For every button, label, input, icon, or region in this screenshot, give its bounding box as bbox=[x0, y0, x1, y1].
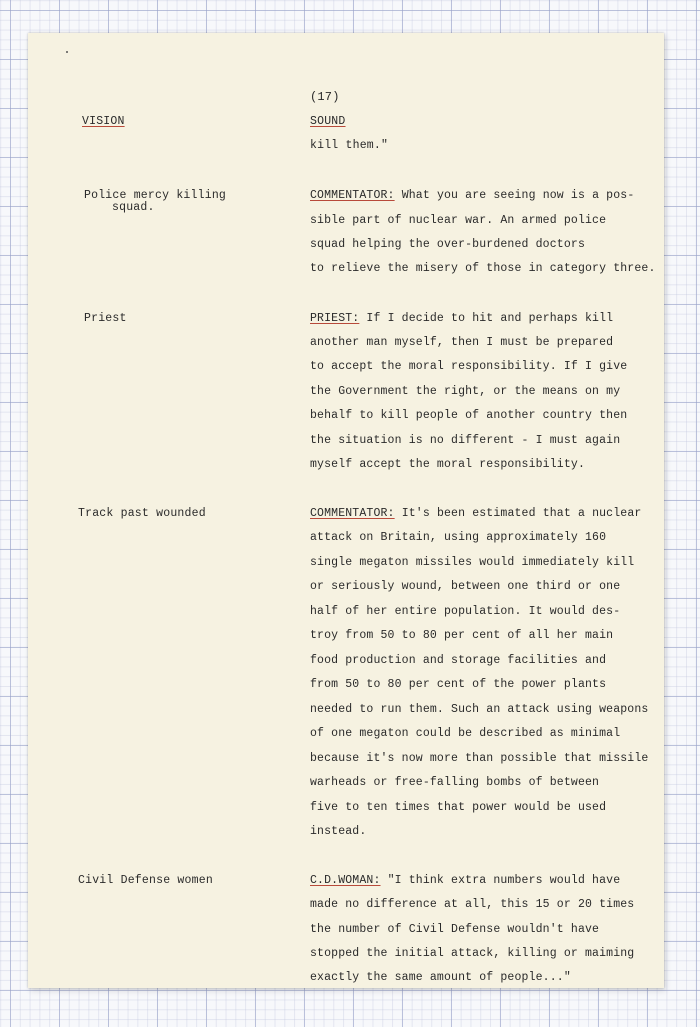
typescript-page bbox=[28, 33, 664, 988]
scene-sound-line: the number of Civil Defense wouldn't have bbox=[310, 923, 600, 936]
scene-sound-line: C.D.WOMAN: "I think extra numbers would have bbox=[310, 874, 621, 887]
scene-sound-line: the situation is no different - I must again bbox=[310, 434, 621, 447]
scene-sound-line: sible part of nuclear war. An armed police bbox=[310, 214, 607, 227]
scene-sound-line: needed to run them. Such an attack using weapons bbox=[310, 703, 649, 716]
scene-sound-line: from 50 to 80 per cent of the power plants bbox=[310, 678, 607, 691]
scene-vision-line: Track past wounded bbox=[78, 507, 206, 520]
scene-sound-line: COMMENTATOR: What you are seeing now is a pos- bbox=[310, 189, 635, 202]
vision-column-header: VISION bbox=[82, 115, 125, 128]
page-number: (17) bbox=[310, 90, 340, 104]
scene-sound-line: myself accept the moral responsibility. bbox=[310, 458, 585, 471]
scene-sound-line: food production and storage facilities and bbox=[310, 654, 607, 667]
scene-sound-line: made no difference at all, this 15 or 20 times bbox=[310, 898, 635, 911]
scene-sound-line: PRIEST: If I decide to hit and perhaps kill bbox=[310, 312, 614, 325]
scene-vision-line: Police mercy killing bbox=[84, 189, 227, 202]
speaker-name: C.D.WOMAN: bbox=[310, 874, 381, 887]
scene-sound-line: half of her entire population. It would des- bbox=[310, 605, 621, 618]
paper-speck bbox=[66, 51, 68, 53]
scene-sound-line: because it's now more than possible that missile bbox=[310, 752, 649, 765]
scene-sound-line: warheads or free-falling bombs of between bbox=[310, 776, 600, 789]
scene-sound-line: instead. bbox=[310, 825, 367, 838]
scene-sound-line: the Government the right, or the means on my bbox=[310, 385, 621, 398]
speaker-name: PRIEST: bbox=[310, 312, 360, 325]
scene-vision-line: squad. bbox=[112, 201, 155, 214]
scene-sound-line: squad helping the over-burdened doctors bbox=[310, 238, 585, 251]
scene-sound-line: to relieve the misery of those in category three. bbox=[310, 262, 656, 275]
scene-sound-line: five to ten times that power would be used bbox=[310, 801, 607, 814]
sound-column-header: SOUND bbox=[310, 115, 346, 128]
scene-sound-line: to accept the moral responsibility. If I give bbox=[310, 360, 628, 373]
continued-line: kill them." bbox=[310, 139, 389, 152]
scene-sound-line: attack on Britain, using approximately 160 bbox=[310, 531, 607, 544]
scene-sound-line: single megaton missiles would immediately kill bbox=[310, 556, 635, 569]
scene-sound-line: troy from 50 to 80 per cent of all her main bbox=[310, 629, 614, 642]
speaker-name: COMMENTATOR: bbox=[310, 507, 395, 520]
speaker-name: COMMENTATOR: bbox=[310, 189, 395, 202]
scene-sound-line: behalf to kill people of another country then bbox=[310, 409, 628, 422]
scene-sound-line: of one megaton could be described as minimal bbox=[310, 727, 621, 740]
scene-sound-line: or seriously wound, between one third or one bbox=[310, 580, 621, 593]
scene-sound-line: another man myself, then I must be prepared bbox=[310, 336, 614, 349]
scene-sound-line: stopped the initial attack, killing or maiming bbox=[310, 947, 635, 960]
scene-sound-line: exactly the same amount of people..." bbox=[310, 971, 571, 984]
scene-sound-line: COMMENTATOR: It's been estimated that a nuclear bbox=[310, 507, 642, 520]
scene-vision-line: Priest bbox=[84, 312, 127, 325]
scene-vision-line: Civil Defense women bbox=[78, 874, 213, 887]
